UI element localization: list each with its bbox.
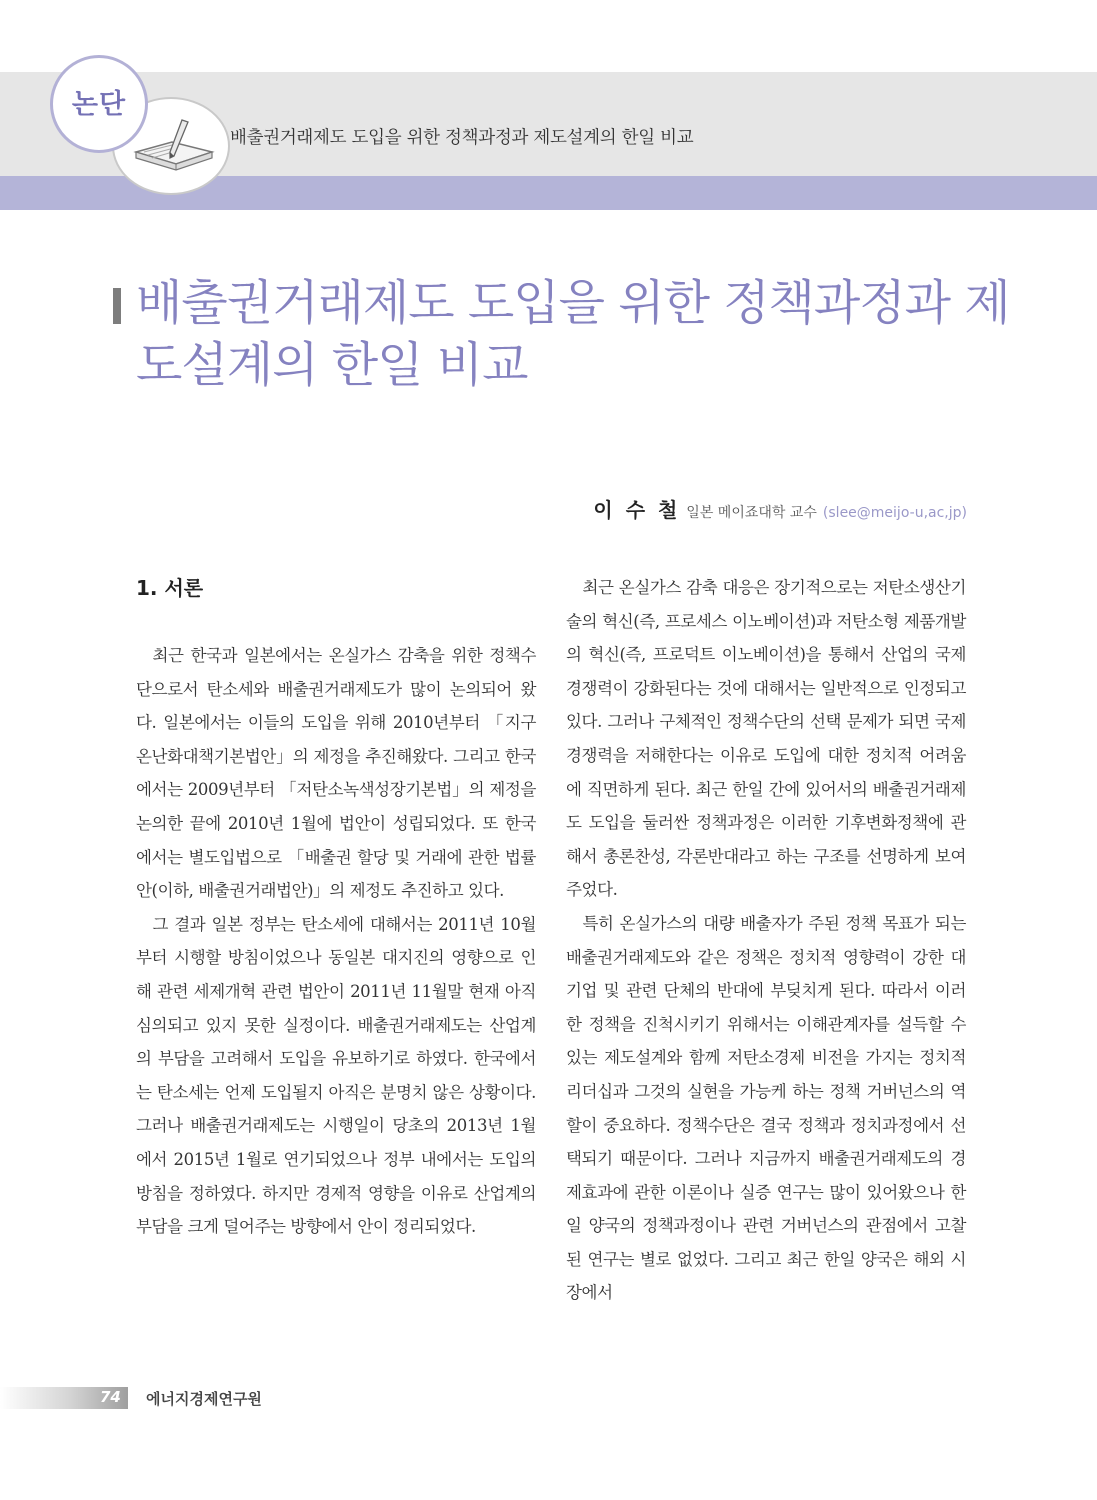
author-line (593, 494, 967, 523)
paragraph: 특히 온실가스의 대량 배출자가 주된 정책 목표가 되는 배출권거래제도와 같은 정책은 정치적 영향력이 강한 대기업 및 관련 단체의 반대에 부딪치게 된다. 따라서 이러한 정책을 진척시키기 위해서는 이해관계자를 설득할 수 있는 제도설계와 함께 저탄소경제 비전을 가지는 정치적 리더십과 그것의 실현을 가능케 하는 정책 거버넌스의 역할이 중요하다. 정책수단은 결국 정책과 정치과정에서 선택되기 때문이다. 그러나 지금까지 배출권거래제도의 경제효과에 관한 이론이나 실증 연구는 많이 있어왔으나 한일 양국의 정책과정이나 관련 거버넌스의 관점에서 고찰된 연구는 별로 없었다. 그리고 최근 한일 양국은 해외 시장에서 (566, 913, 966, 1303)
page-number: 74 (100, 1388, 121, 1406)
section-badge-label: 논단 (71, 89, 127, 120)
running-title: 배출권거래제도 도입을 위한 정책과정과 제도설계의 한일 비교 (230, 128, 694, 148)
author-name: 이 수 철 (593, 498, 681, 522)
left-column (136, 639, 536, 1244)
author-email: (slee@meijo-u,ac,jp) (822, 505, 967, 521)
article-title: 배출권거래제도 도입을 위한 정책과정과 제도설계의 한일 비교 (136, 275, 1010, 393)
section-heading: 1. 서론 (136, 576, 204, 600)
paragraph: 최근 온실가스 감축 대응은 장기적으로는 저탄소생산기술의 혁신(즉, 프로세스 이노베이션)과 저탄소형 제품개발의 혁신(즉, 프로덕트 이노베이션)을 통해서 산업의 국제 경쟁력이 강화된다는 것에 대해서는 일반적으로 인정되고 있다. 그러나 구체적인 정책수단의 선택 문제가 되면 국제 경쟁력을 저해한다는 이유로 도입에 대한 정치적 어려움에 직면하게 된다. 최근 한일 간에 있어서의 배출권거래제도 도입을 둘러싼 정책과정은 이러한 기후변화정책에 관해서 총론찬성, 각론반대라고 하는 구조를 선명하게 보여주었다. (566, 578, 966, 900)
author-affiliation: 일본 메이죠대학 교수 (686, 505, 817, 521)
footer-organization: 에너지경제연구원 (146, 1390, 262, 1408)
paragraph: 그 결과 일본 정부는 탄소세에 대해서는 2011년 10월부터 시행할 방침이었으나 동일본 대지진의 영향으로 인해 관련 세제개혁 관련 법안이 2011년 11월말 현재 아직 심의되고 있지 못한 실정이다. 배출권거래제도는 산업계의 부담을 고려해서 도입을 유보하기로 하였다. 한국에서는 탄소세는 언제 도입될지 아직은 분명치 않은 상황이다. 그러나 배출권거래제도는 시행일이 당초의 2013년 1월에서 2015년 1월로 연기되었으나 정부 내에서는 도입의 방침을 정하였다. 하지만 경제적 영향을 이유로 산업계의 부담을 크게 덜어주는 방향에서 안이 정리되었다. (136, 914, 536, 1237)
title-marker (113, 288, 121, 324)
right-column (566, 571, 966, 1310)
paragraph: 최근 한국과 일본에서는 온실가스 감축을 위한 정책수단으로서 탄소세와 배출권거래제도가 많이 논의되어 왔다. 일본에서는 이들의 도입을 위해 2010년부터 「지구온난화대책기본법안」의 제정을 추진해왔다. 그리고 한국에서는 2009년부터 「저탄소녹색성장기본법」의 제정을 논의한 끝에 2010년 1월에 법안이 성립되었다. 또 한국에서는 별도입법으로 「배출권 할당 및 거래에 관한 법률안(이하, 배출권거래법안)」의 제정도 추진하고 있다. (136, 646, 536, 901)
